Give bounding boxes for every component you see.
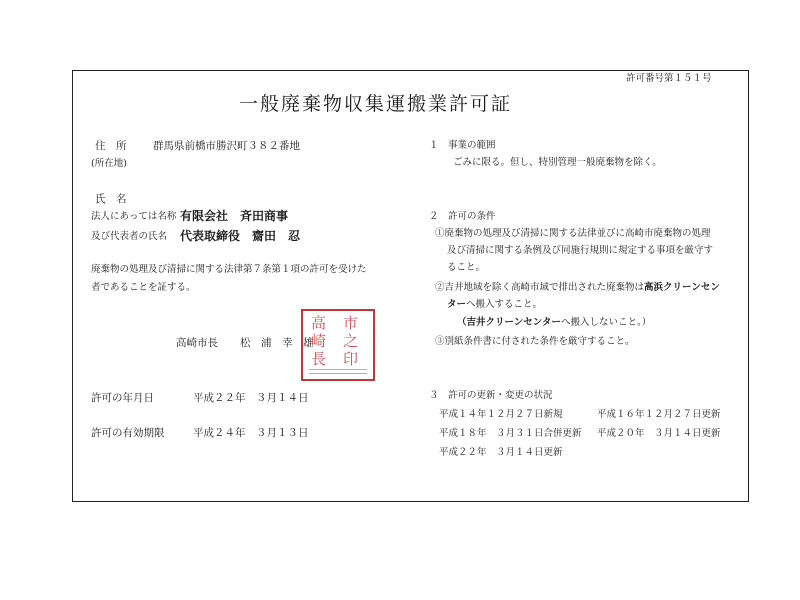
renewal-entry: 平成２０年 ３月１４日更新 — [597, 428, 721, 439]
permit-certificate — [72, 70, 749, 502]
rep-name-label: 及び代表者の氏名 — [91, 231, 168, 242]
condition-2-note-facility: （吉井クリーンセンター — [457, 317, 561, 328]
scope-text: ごみに限る。但し、特別管理一般廃棄物を除く。 — [453, 157, 662, 168]
scope-heading: １ 事業の範囲 — [429, 140, 496, 151]
condition-1-line-1: ①廃棄物の処理及び清掃に関する法律並びに高崎市廃棄物の処理 — [435, 228, 711, 239]
certification-line-1: 廃棄物の処理及び清掃に関する法律第７条第１項の許可を受けた — [91, 264, 367, 275]
expiry-date-label: 許可の有効期限 — [91, 427, 165, 439]
condition-2-facility-cont: ター — [447, 299, 467, 310]
page-title: 一般廃棄物収集運搬業許可証 — [239, 93, 513, 115]
condition-2-note — [457, 316, 651, 330]
condition-2-facility: 高浜クリーンセン — [644, 282, 720, 293]
address-label: 住 所 — [95, 140, 127, 152]
renewal-entry: 平成１８年 ３月３１日合併更新 — [439, 428, 582, 439]
condition-3: ③別紙条件書に付された条件を厳守すること。 — [435, 336, 635, 347]
permit-number: 許可番号第１５１号 — [626, 73, 712, 84]
official-seal: 高 崎 長 市 之 印 — [301, 309, 375, 381]
expiry-date-value: 平成２４年 ３月１３日 — [193, 427, 309, 439]
condition-2-line-2 — [447, 298, 542, 312]
issuer-title: 高崎市長 — [176, 337, 218, 349]
rep-name-value: 代表取締役 齋田 忍 — [180, 229, 301, 243]
issue-date-value: 平成２２年 ３月１４日 — [193, 392, 309, 404]
renewal-entry: 平成２２年 ３月１４日更新 — [439, 447, 563, 458]
address-label-note: (所在地) — [91, 158, 127, 169]
renewal-entry: 平成１４年１２月２７日新規 — [439, 409, 563, 420]
condition-2-note-suffix: へ搬入しないこと。） — [560, 317, 652, 328]
conditions-heading: ２ 許可の条件 — [429, 211, 496, 222]
condition-1-line-2: 及び清掃に関する条例及び同施行規則に規定する事項を厳守す — [447, 245, 714, 256]
corp-name-value: 有限会社 斉田商事 — [180, 209, 289, 223]
certification-line-2: 者であることを証する。 — [91, 282, 196, 293]
corp-name-label: 法人にあっては名称 — [91, 211, 177, 222]
renewals-heading: ３ 許可の更新・変更の状況 — [429, 390, 553, 401]
condition-2-line-1 — [435, 281, 720, 295]
address-value: 群馬県前橋市勝沢町３８２番地 — [153, 140, 300, 152]
renewal-entry: 平成１６年１２月２７日更新 — [597, 409, 721, 420]
condition-2-prefix: ②吉井地域を除く高崎市域で排出された廃棄物は — [435, 282, 645, 293]
issuer-name: 松 浦 幸 雄 — [240, 337, 314, 349]
condition-2-suffix: へ搬入すること。 — [466, 299, 543, 310]
condition-1-line-3: ること。 — [447, 262, 486, 273]
issue-date-label: 許可の年月日 — [91, 392, 154, 404]
name-label: 氏 名 — [95, 193, 127, 205]
